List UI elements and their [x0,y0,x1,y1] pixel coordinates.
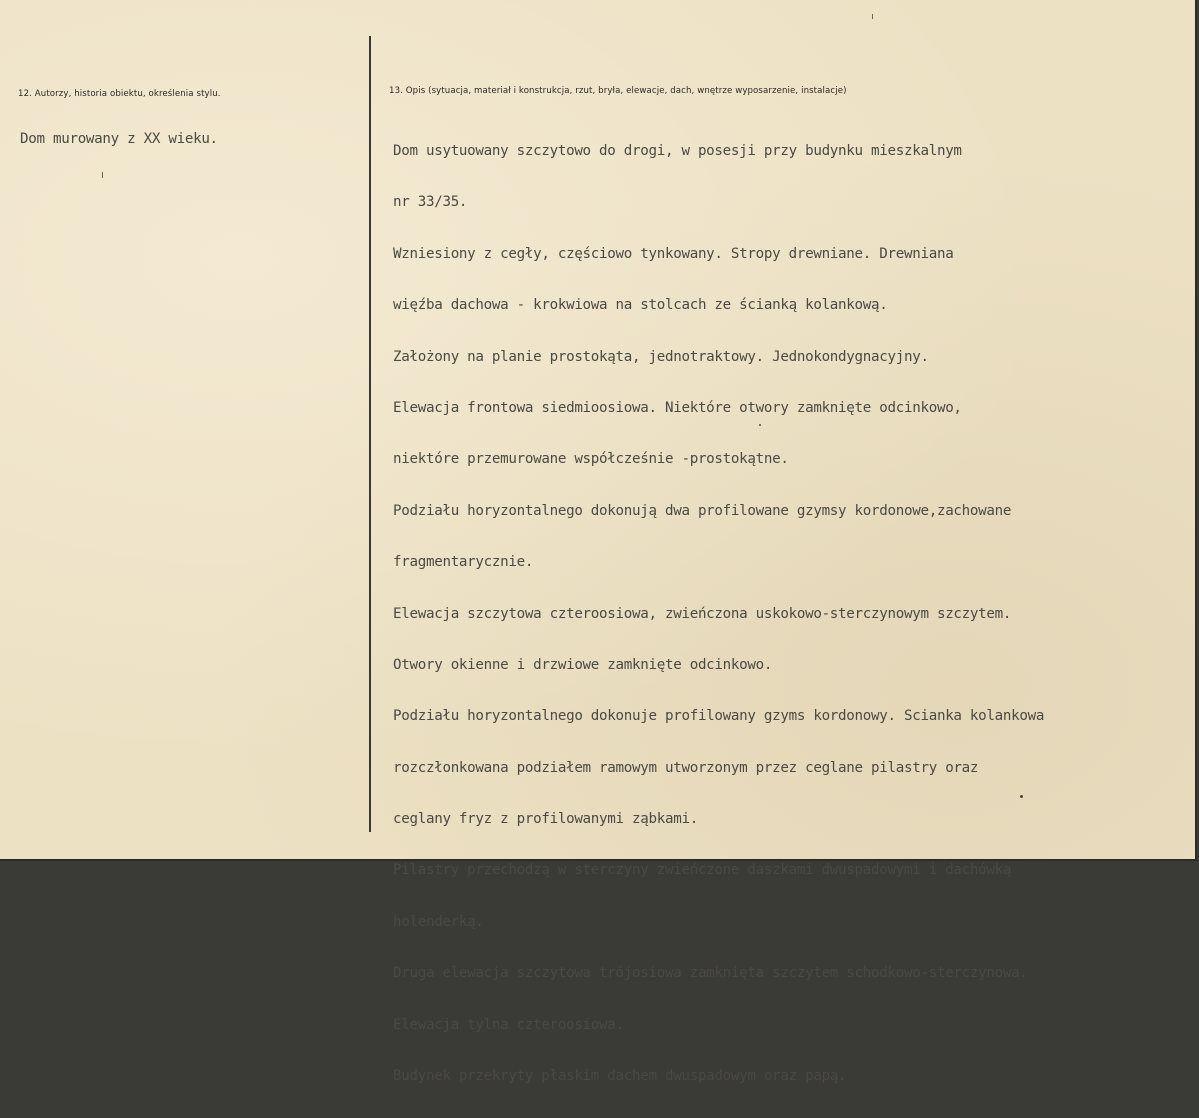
description-line: Podziału horyzontalnego dokonuje profilowany gzyms kordonowy. Scianka kolankowa [393,708,1045,725]
paper-mark [102,172,103,178]
description-line: więźba dachowa - krokwiowa na stolcach ze ścianką kolankową. [393,297,888,314]
paper-speck [1020,795,1023,798]
description-line: Dom usytuowany szczytowo do drogi, w posesji przy budynku mieszkalnym [393,143,962,159]
paper-speck [759,424,761,426]
description-line: Budynek przekryty płaskim dachem dwuspadowym oraz papą. [393,1068,847,1085]
description-line: fragmentarycznie. [393,554,534,571]
description-line: nr 33/35. [393,194,468,211]
description-line: holenderką. [393,913,484,930]
column-divider [369,36,371,832]
description-line: niektóre przemurowane współcześnie -prostokątne. [393,451,789,468]
description-line: Elewacja szczytowa czteroosiowa, zwieńczona uskokowo-sterczynowym szczytem. [393,605,1012,622]
description-line: Elewacja frontowa siedmioosiowa. Niektóre otwory zamknięte odcinkowo, [393,399,962,416]
description-line: Elewacja tylna czteroosiowa. [393,1016,624,1033]
section-12-text: Dom murowany z XX wieku. [20,131,218,147]
paper-mark [872,14,873,19]
description-line: Otwory okienne i drzwiowe zamknięte odcinkowo. [393,656,773,673]
description-line: Pilastry przechodzą w sterczyny zwieńczone daszkami dwuspadowymi i dachówką [393,862,1012,879]
description-line: Podziału horyzontalnego dokonują dwa profilowane gzymsy kordonowe,zachowane [393,502,1012,519]
description-line: Założony na planie prostokąta, jednotraktowy. Jednokondygnacyjny. [393,348,929,365]
description-line: Druga elewacja szczytowa trójosiowa zamknięta szczytem schodkowo-sterczynowa. [393,965,1028,982]
description-line: rozczłonkowana podziałem ramowym utworzonym przez ceglane pilastry oraz [393,759,979,776]
section-13-description [393,110,1044,1118]
section-12-header: 12. Autorzy, historia obiektu, określenia stylu. [18,89,221,99]
section-13-header: 13. Opis (sytuacja, materiał i konstrukcja, rzut, bryła, elewacje, dach, wnętrze wyposarzenie, instalacje) [389,86,847,96]
description-line: Wzniesiony z cegły, częściowo tynkowany. Stropy drewniane. Drewniana [393,245,954,262]
description-line: ceglany fryz z profilowanymi ząbkami. [393,811,698,828]
